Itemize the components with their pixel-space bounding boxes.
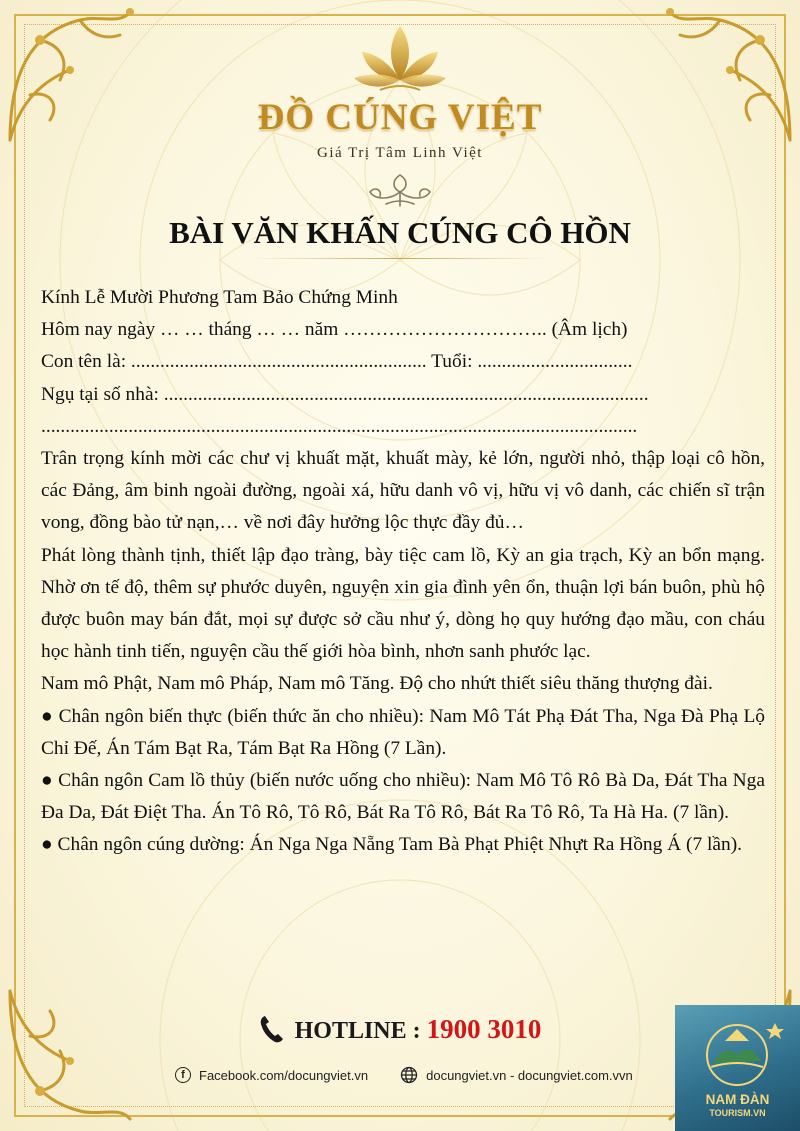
hotline-label: HOTLINE : <box>294 1018 421 1044</box>
invocation-line: Kính Lễ Mười Phương Tam Bảo Chứng Minh <box>41 287 398 308</box>
facebook-link[interactable]: Facebook.com/docungviet.vn <box>199 1067 369 1083</box>
phone-icon <box>259 1014 285 1044</box>
address-continuation-line: ........................................................................................................................... <box>41 415 638 437</box>
page-title: BÀI VĂN KHẤN CÚNG CÔ HỒN <box>169 215 631 250</box>
brand-name: ĐỒ CÚNG VIỆT <box>257 97 543 138</box>
badge-name: NAM ĐÀN <box>705 1092 770 1107</box>
name-age-line: Con tên là: ............................................................. Tuổi: ................................ <box>41 351 633 373</box>
contact-info <box>175 1066 633 1084</box>
lotus-logo-icon <box>350 18 450 98</box>
prayer-paragraph: Nam mô Phật, Nam mô Pháp, Nam mô Tăng. Độ cho nhứt thiết siêu thăng thượng đài. <box>41 673 713 695</box>
hotline-number[interactable]: 1900 3010 <box>426 1014 542 1044</box>
mantra-item: ● Chân ngôn cúng dường: Án Nga Nga Nẵng Tam Bà Phạt Phiệt Nhựt Ra Hồng Á (7 lần). <box>41 834 742 856</box>
facebook-icon: f <box>175 1067 191 1083</box>
brand-tagline: Giá Trị Tâm Linh Việt <box>317 145 483 161</box>
tourism-logo-icon <box>675 1005 800 1095</box>
prayer-paragraph: Phát lòng thành tịnh, thiết lập đạo tràng, bày tiệc cam lồ, Kỳ an gia trạch, Kỳ an bổn mạng. Nhờ ơn tế độ, thêm sự phước duyên, nguyện xin gia đình yên ổn, thuận lợi bán buôn, phù hộ được buôn may bán đắt, mọi sự được sở cầu như ý, dòng họ quy hướng đạo mầu, con cháu học hành tinh tiến, nguyện cầu thế giới hòa bình, nhơn sanh phước lạc. <box>41 544 765 663</box>
date-line: Hôm nay ngày … … tháng … … năm ………………………….. (Âm lịch) <box>41 319 628 341</box>
globe-icon <box>400 1066 418 1084</box>
address-line: Ngụ tại số nhà: .................................................................................................... <box>41 383 649 405</box>
mantra-item: ● Chân ngôn Cam lồ thủy (biến nước uống cho nhiều): Nam Mô Tô Rô Bà Da, Đát Tha Nga Đa Da, Đát Điệt Tha. Án Tô Rô, Tô Rô, Bát Ra Tô Rô, Bát Ra Tô Rô, Ta Hà Ha. (7 lần). <box>41 770 765 824</box>
corner-ornament-bottom-left <box>0 981 150 1131</box>
prayer-paragraph: Trân trọng kính mời các chư vị khuất mặt, khuất mày, kẻ lớn, người nhỏ, thập loại cô hồn, các Đảng, âm binh ngoài đường, ngoài xá, hữu danh vô vị, hữu vị vô danh, các chiến sĩ trận vong, đồng bào tử nạn,… về nơi đây hưởng lộc thực đầy đủ… <box>41 448 765 534</box>
title-divider <box>250 258 550 259</box>
prayer-text <box>41 282 765 862</box>
nam-dan-tourism-badge <box>675 1005 800 1131</box>
mantra-item: ● Chân ngôn biến thực (biến thức ăn cho nhiều): Nam Mô Tát Phạ Đát Tha, Nga Đà Phạ Lộ Chỉ Đế, Án Tám Bạt Ra, Tám Bạt Ra Hồng (7 Lần). <box>41 705 765 759</box>
website-link[interactable]: docungviet.vn - docungviet.com.vvn <box>426 1067 633 1083</box>
badge-site: TOURISM.VN <box>709 1108 766 1118</box>
scroll-ornament-icon <box>350 170 450 210</box>
